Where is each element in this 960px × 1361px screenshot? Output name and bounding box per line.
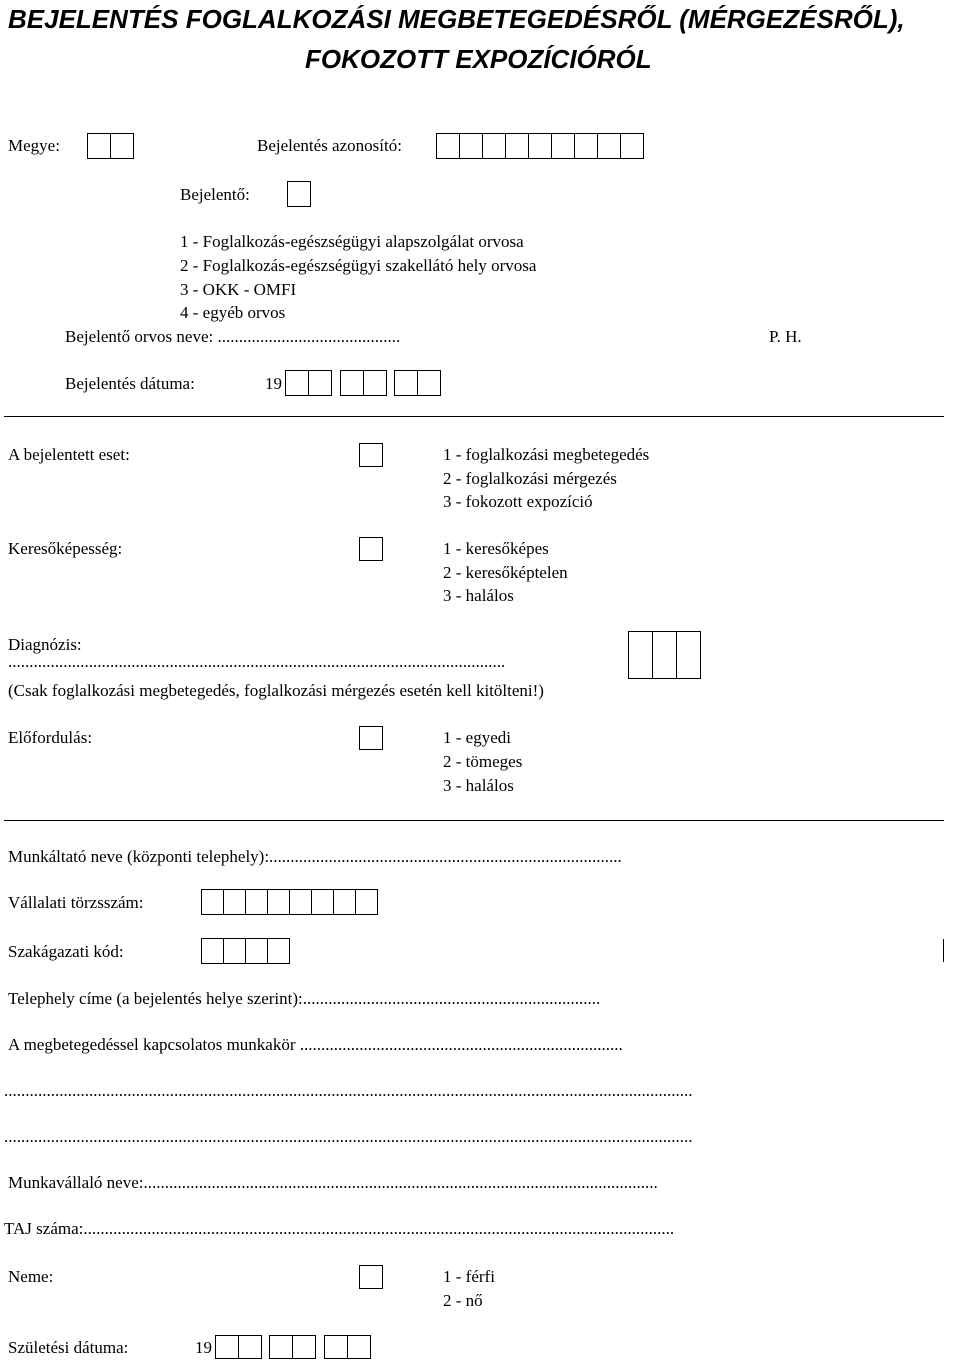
code-box[interactable] [620,133,644,159]
code-box[interactable] [87,133,111,159]
code-box[interactable] [311,889,334,915]
section-divider [4,416,944,417]
code-box[interactable] [245,889,268,915]
bejelento-option-4: 4 - egyéb orvos [180,303,286,322]
szuletesi-prefix: 19 [195,1338,212,1357]
bejelento-orvos-neve: Bejelentő orvos neve: ........................................... [65,327,401,346]
date-box[interactable] [363,370,387,396]
bejelento-label: Bejelentő: [180,185,250,204]
neme-checkbox[interactable] [359,1265,383,1289]
szuletesi-day-boxes[interactable] [324,1335,371,1359]
elofordulas-checkbox[interactable] [359,726,383,750]
azonosito-boxes[interactable] [436,133,644,159]
ph-stamp-label: P. H. [769,327,802,346]
date-box[interactable] [394,370,418,396]
datum-day-boxes[interactable] [394,370,441,396]
form-title-line2: FOKOZOTT EXPOZÍCIÓRÓL [305,44,652,74]
date-box[interactable] [285,370,309,396]
azonosito-label: Bejelentés azonosító: [257,136,402,155]
munkakor-dots-line-1: .................................................................................................................................................................. [4,1081,693,1100]
munkakor-dots-line-2: .................................................................................................................................................................. [4,1127,693,1146]
date-box[interactable] [215,1335,239,1359]
date-box[interactable] [347,1335,371,1359]
bejelento-checkbox[interactable] [287,181,311,207]
keresokepesseg-option-1: 1 - keresőképes [443,539,549,558]
code-box[interactable] [201,889,224,915]
munkavallalo-neve: Munkavállaló neve:......................................................................................................................... [8,1173,658,1192]
date-box[interactable] [324,1335,348,1359]
torzsszam-label: Vállalati törzsszám: [8,893,144,912]
code-box[interactable] [436,133,460,159]
bejelento-option-1: 1 - Foglalkozás-egészségügyi alapszolgálat orvosa [180,232,524,251]
diagnozis-dots: ..................................................................................................................... [8,652,506,671]
keresokepesseg-checkbox[interactable] [359,537,383,561]
szuletesi-year-boxes[interactable] [215,1335,262,1359]
code-box[interactable] [459,133,483,159]
code-box[interactable] [528,133,552,159]
datum-label: Bejelentés dátuma: [65,374,195,393]
neme-label: Neme: [8,1267,54,1286]
neme-option-1: 1 - férfi [443,1267,495,1286]
section-divider [4,820,944,821]
code-box[interactable] [110,133,134,159]
code-box[interactable] [245,938,268,964]
code-box[interactable] [597,133,621,159]
code-box[interactable] [574,133,598,159]
szakagazati-boxes[interactable] [201,938,290,964]
code-box[interactable] [267,938,290,964]
bejelento-option-2: 2 - Foglalkozás-egészségügyi szakellátó hely orvosa [180,256,537,275]
date-box[interactable] [269,1335,293,1359]
code-box[interactable] [201,938,224,964]
date-box[interactable] [417,370,441,396]
diagnozis-note: (Csak foglalkozási megbetegedés, foglalkozási mérgezés esetén kell kitölteni!) [8,681,544,700]
szakagazati-label: Szakágazati kód: [8,942,124,961]
elofordulas-option-2: 2 - tömeges [443,752,523,771]
telephely-cime: Telephely címe (a bejelentés helye szerint):...................................................................... [8,989,601,1008]
code-box[interactable] [505,133,529,159]
form-title-line1: BEJELENTÉS FOGLALKOZÁSI MEGBETEGEDÉSRŐL (MÉRGEZÉSRŐL), [8,4,905,34]
date-box[interactable] [308,370,332,396]
date-box[interactable] [238,1335,262,1359]
taj-szama: TAJ száma:........................................................................................................................................... [4,1219,675,1238]
elofordulas-option-1: 1 - egyedi [443,728,511,747]
code-box[interactable] [267,889,290,915]
eset-option-3: 3 - fokozott expozíció [443,492,593,511]
code-box[interactable] [676,631,701,679]
code-box[interactable] [355,889,378,915]
eset-label: A bejelentett eset: [8,445,130,464]
megye-code-boxes[interactable] [87,133,134,159]
eset-option-2: 2 - foglalkozási mérgezés [443,469,617,488]
code-box[interactable] [551,133,575,159]
code-box[interactable] [482,133,506,159]
keresokepesseg-option-2: 2 - keresőképtelen [443,563,568,582]
date-box[interactable] [340,370,364,396]
munkaltato-neve: Munkáltató neve (központi telephely):................................................................................... [8,847,622,866]
datum-prefix: 19 [265,374,282,393]
elofordulas-label: Előfordulás: [8,728,93,747]
szuletesi-month-boxes[interactable] [269,1335,316,1359]
code-box[interactable] [333,889,356,915]
code-box[interactable] [223,889,246,915]
margin-mark [943,939,944,962]
szuletesi-label: Születési dátuma: [8,1338,129,1357]
code-box[interactable] [628,631,653,679]
code-box[interactable] [223,938,246,964]
diagnozis-code-boxes[interactable] [628,631,701,679]
code-box[interactable] [652,631,677,679]
eset-checkbox[interactable] [359,443,383,467]
keresokepesseg-option-3: 3 - halálos [443,586,514,605]
date-box[interactable] [292,1335,316,1359]
keresokepesseg-label: Keresőképesség: [8,539,123,558]
code-box[interactable] [289,889,312,915]
elofordulas-option-3: 3 - halálos [443,776,514,795]
torzsszam-boxes[interactable] [201,889,378,915]
munkakor: A megbetegedéssel kapcsolatos munkakör ............................................................................ [8,1035,623,1054]
eset-option-1: 1 - foglalkozási megbetegedés [443,445,650,464]
datum-month-boxes[interactable] [340,370,387,396]
diagnozis-label: Diagnózis: [8,635,82,654]
bejelento-option-3: 3 - OKK - OMFI [180,280,297,299]
datum-year-boxes[interactable] [285,370,332,396]
neme-option-2: 2 - nő [443,1291,483,1310]
megye-label: Megye: [8,136,60,155]
